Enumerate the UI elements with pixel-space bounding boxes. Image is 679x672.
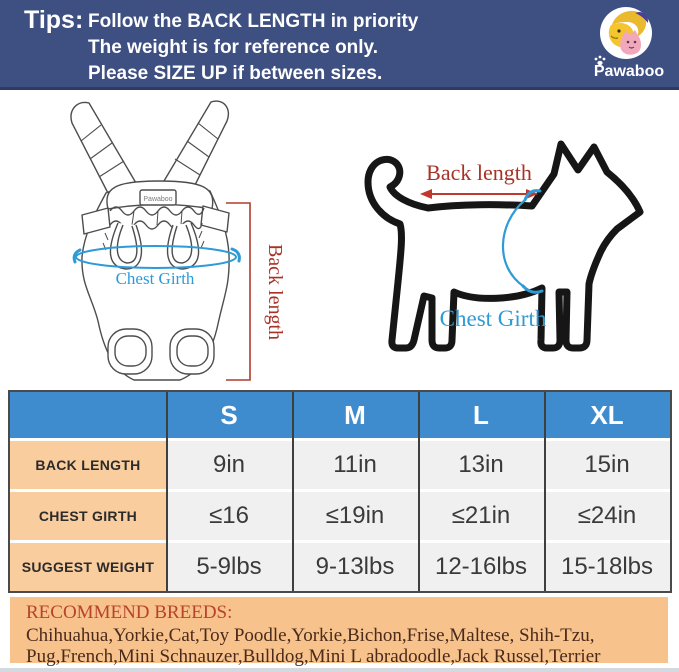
tips-lines [88, 9, 418, 87]
carrier-back-length-bracket [226, 203, 250, 380]
back-length-xl: 15in [544, 441, 670, 489]
size-table [8, 390, 672, 593]
suggest-weight-l: 12-16lbs [418, 543, 544, 591]
chest-girth-xl: ≤24in [544, 492, 670, 540]
pawaboo-logo-icon [580, 2, 672, 86]
recommend-breeds-title: RECOMMEND BREEDS: [26, 602, 233, 623]
dog-back-length-arrow [420, 189, 538, 199]
tips-line-1: Follow the BACK LENGTH in priority [88, 11, 419, 32]
suggest-weight-xl: 15-18lbs [544, 543, 670, 591]
back-length-l: 13in [418, 441, 544, 489]
logo-wordmark: Pawaboo [593, 63, 665, 80]
row-label-back-length: BACK LENGTH [10, 441, 166, 489]
chest-girth-s: ≤16 [166, 492, 292, 540]
image-bottom-edge [0, 668, 679, 672]
chest-girth-l: ≤21in [418, 492, 544, 540]
carrier-brand-tag: Pawaboo [143, 196, 173, 203]
table-header-empty [10, 392, 166, 438]
back-length-s: 9in [166, 441, 292, 489]
tips-line-2: The weight is for reference only. [88, 37, 378, 58]
table-divider [544, 392, 546, 591]
carrier-back-length-label: Back length [264, 243, 286, 341]
table-header-xl: XL [544, 392, 670, 438]
tips-line-3: Please SIZE UP if between sizes. [88, 63, 383, 84]
tips-label: Tips: [24, 6, 84, 34]
table-divider [292, 392, 294, 591]
dog-back-length-label: Back length [426, 160, 532, 185]
suggest-weight-m: 9-13lbs [292, 543, 418, 591]
breeds-line-2: Pug,French,Mini Schnauzer,Bulldog,Mini L abradoodle,Jack Russel,Terrier [26, 646, 601, 667]
table-header-l: L [418, 392, 544, 438]
dog-chest-girth-label: Chest Girth [439, 306, 547, 331]
back-length-m: 11in [292, 441, 418, 489]
tips-banner [0, 0, 679, 90]
dog-diagram [335, 128, 675, 373]
suggest-weight-s: 5-9lbs [166, 543, 292, 591]
pawaboo-logo [580, 2, 672, 91]
recommend-breeds-box [10, 597, 668, 667]
table-divider [418, 392, 420, 591]
table-header-m: M [292, 392, 418, 438]
breeds-line-1: Chihuahua,Yorkie,Cat,Toy Poodle,Yorkie,Bichon,Frise,Maltese, Shih-Tzu, [26, 625, 595, 646]
table-header-s: S [166, 392, 292, 438]
row-label-suggest-weight: SUGGEST WEIGHT [10, 543, 166, 591]
carrier-diagram [48, 95, 310, 393]
row-label-chest-girth: CHEST GIRTH [10, 492, 166, 540]
carrier-chest-girth-label: Chest Girth [115, 269, 195, 288]
chest-girth-m: ≤19in [292, 492, 418, 540]
table-divider [166, 392, 168, 591]
